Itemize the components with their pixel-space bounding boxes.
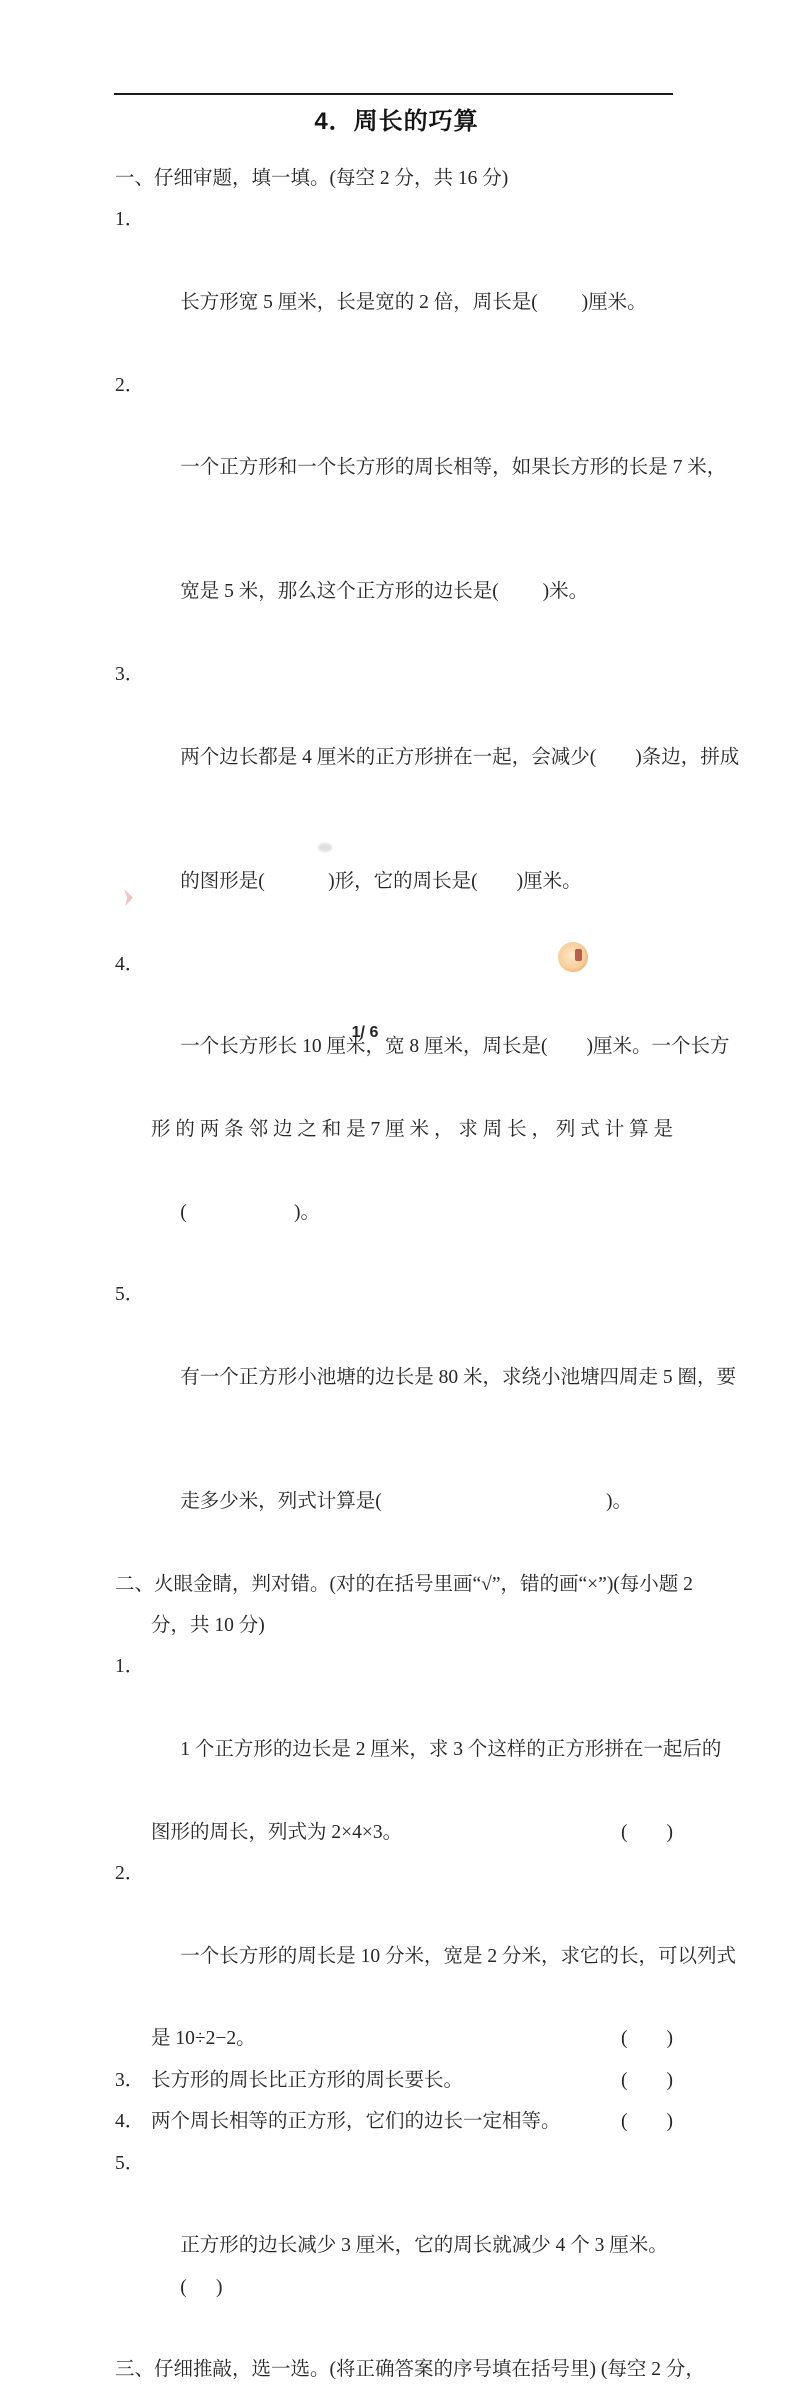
answer-blank: ( )。 (180, 1201, 320, 1223)
question-text: 长方形的周长比正方形的周长要长。 (151, 2069, 464, 2091)
question-text: 一个正方形和一个长方形的周长相等，如果长方形的长是 7 米， (180, 457, 727, 479)
page-title: 4．周长的巧算 (314, 108, 479, 135)
section2-heading-cont: 分，共 10 分) (151, 1615, 265, 1637)
question-text: 一个长方形长 10 厘米，宽 8 厘米，周长是( )厘米。一个长方 (180, 1036, 730, 1058)
answer-bracket: ( ) (621, 2069, 673, 2091)
question-text: 有一个正方形小池塘的边长是 80 米，求绕小池塘四周走 5 圈，要 (180, 1366, 737, 1388)
question-text: 走多少米，列式计算是( )。 (180, 1491, 632, 1512)
s1-question-5-cont (115, 1440, 673, 1564)
question-text: 两个周长相等的正方形，它们的边长一定相等。 (151, 2111, 561, 2133)
question-text: 图形的周长，列式为 2×4×3。 (151, 1821, 403, 1843)
s1-question-2-cont (115, 530, 673, 654)
question-text: 的图形是( )形，它的周长是( )厘米。 (180, 870, 582, 892)
question-number: 4． (115, 2111, 145, 2133)
s2-question-2-cont (115, 2018, 673, 2059)
s1-question-4-blank (115, 1150, 673, 1274)
s1-question-4-cont (115, 1109, 673, 1150)
s1-question-5 (115, 1274, 737, 1439)
s2-question-3 (115, 2060, 673, 2101)
question-text: 1 个正方形的边长是 2 厘米，求 3 个这样的正方形拼在一起后的 (180, 1739, 722, 1761)
question-text: 宽是 5 米，那么这个正方形的边长是( )米。 (180, 581, 589, 603)
answer-bracket: ( ) (621, 2111, 673, 2133)
s1-question-3-cont (115, 820, 673, 944)
answer-bracket: ( ) (180, 2276, 223, 2298)
s2-question-1 (115, 1646, 722, 1811)
question-number: 3． (115, 664, 145, 686)
answer-bracket: ( ) (621, 2028, 673, 2050)
question-number: 5． (115, 1284, 145, 1306)
question-number: 5． (115, 2152, 145, 2174)
s2-question-1-cont (115, 1812, 673, 1853)
section1-heading: 一、仔细审题，填一填。(每空 2 分，共 16 分) (115, 168, 509, 189)
section3-heading: 三、仔细推敲，选一选。(将正确答案的序号填在括号里) (每空 2 分， (115, 2359, 705, 2381)
s1-question-3 (115, 654, 740, 819)
question-text: 两个边长都是 4 厘米的正方形拼在一起，会减少( )条边，拼成 (180, 746, 740, 768)
worksheet-content (115, 158, 740, 2391)
s2-question-4 (115, 2101, 673, 2142)
s1-question-2 (115, 365, 727, 530)
question-text: 是 10÷2−2。 (151, 2028, 256, 2050)
question-number: 1． (115, 1656, 145, 1678)
s1-question-1 (115, 199, 673, 364)
page-number: 1/ 6 (351, 1024, 379, 1041)
question-number: 3． (115, 2069, 145, 2091)
header-rule (114, 93, 673, 95)
question-number: 2． (115, 374, 145, 396)
question-text: 形 的 两 条 邻 边 之 和 是 7 厘 米 ， 求 周 长 ， 列 式 计 算 是 (151, 1118, 673, 1140)
s2-question-5 (115, 2143, 673, 2350)
question-text: 一个长方形的周长是 10 分米，宽是 2 分米，求它的长，可以列式 (180, 1945, 737, 1967)
question-text: 长方形宽 5 厘米，长是宽的 2 倍，周长是( )厘米。 (180, 292, 647, 314)
question-number: 2． (115, 1863, 145, 1885)
question-number: 1． (115, 209, 145, 231)
question-text: 正方形的边长减少 3 厘米，它的周长就减少 4 个 3 厘米。 (180, 2235, 668, 2257)
answer-bracket: ( ) (621, 1821, 673, 1843)
s2-question-2 (115, 1853, 737, 2018)
question-number: 4． (115, 953, 145, 975)
section2-heading: 二、火眼金睛，判对错。(对的在括号里画“√”，错的画“×”)(每小题 2 (115, 1573, 693, 1595)
